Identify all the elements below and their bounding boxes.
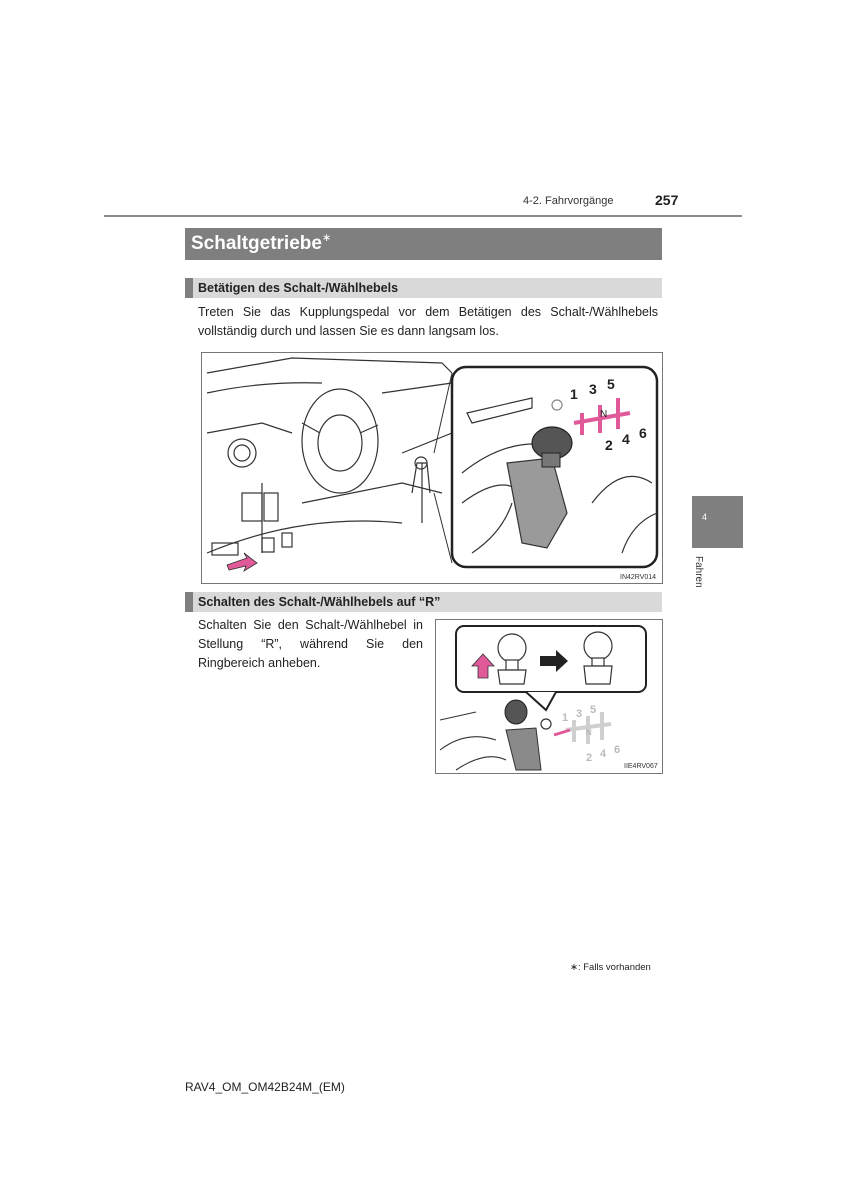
footnote: ∗: Falls vorhanden — [570, 962, 651, 973]
clutch-arrow-icon — [227, 553, 257, 571]
gear-label-5: 5 — [607, 376, 615, 392]
page-number: 257 — [655, 192, 679, 208]
r-gear-label-5: 5 — [590, 704, 597, 716]
gear-label-3: 3 — [589, 381, 597, 397]
header-section-label: 4-2. Fahrvorgänge — [523, 195, 614, 207]
reverse-lock-icon-2 — [541, 719, 551, 729]
section-1-body: Treten Sie das Kupplungspedal vor dem Betätigen des Schalt-/Wählhebels vollständig durch und lassen Sie es dann langsam los. — [198, 305, 658, 338]
gear-label-6: 6 — [639, 425, 647, 441]
header-divider — [104, 215, 742, 217]
r-gear-label-3: 3 — [576, 708, 583, 720]
gear-label-2: 2 — [605, 437, 613, 453]
figure-code-2: IIE4RV067 — [624, 763, 658, 770]
figure-gear-lever-interior — [201, 352, 663, 584]
page-title — [185, 228, 662, 260]
footnote-mark: ∗ — [321, 232, 332, 244]
r-gear-label-2: 2 — [586, 752, 593, 764]
gear-label-1: 1 — [570, 386, 578, 402]
section-heading-shift-to-r: Schalten des Schalt-/Wählhebels auf “R” — [185, 592, 662, 612]
section-heading-operate-lever: Betätigen des Schalt-/Wählhebels — [185, 278, 662, 298]
document-code: RAV4_OM_OM42B24M_(EM) — [185, 1080, 345, 1094]
r-gear-label-n: N — [586, 728, 592, 737]
page-title-text: Schaltgetriebe — [191, 233, 322, 254]
r-gear-label-4: 4 — [600, 748, 607, 760]
figure-code: IN42RV014 — [620, 574, 657, 581]
gear-label-n: N — [600, 409, 608, 420]
chapter-label: Fahren — [693, 556, 704, 588]
chapter-number: 4 — [702, 512, 708, 522]
chapter-tab — [692, 496, 743, 548]
reverse-path-icon — [554, 730, 570, 735]
illustration-reverse-shift — [436, 620, 662, 773]
r-gear-label-1: 1 — [562, 712, 569, 724]
section-2-body: Schalten Sie den Schalt-/Wählhebel in Stellung “R”, während Sie den Ringbereich anheben. — [198, 618, 423, 670]
r-gear-label-6: 6 — [614, 744, 621, 756]
figure-reverse-shift — [435, 619, 663, 774]
gear-label-4: 4 — [622, 431, 630, 447]
